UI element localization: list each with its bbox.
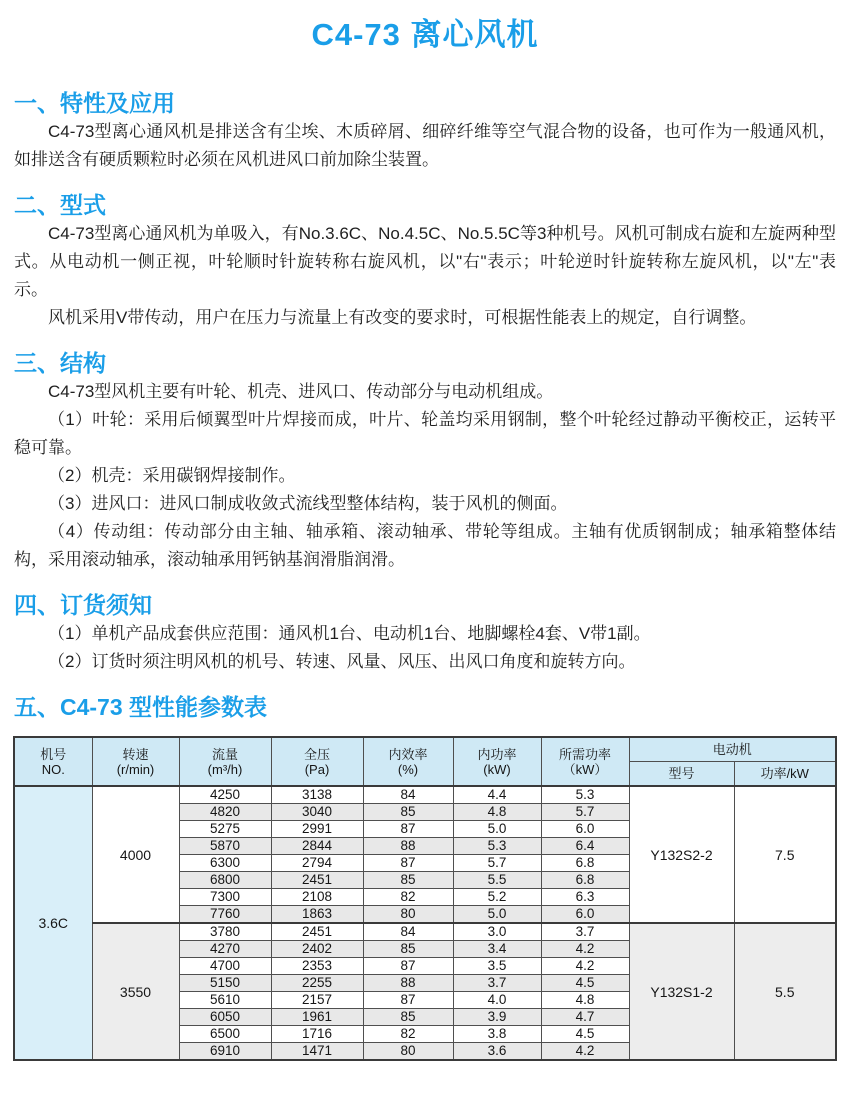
header-label: 内效率: [388, 746, 428, 762]
document-page: [0, 14, 850, 1097]
paragraph-ordering-2: （2）订货时须注明风机的机号、转速、风量、风压、出风口角度和旋转方向。: [48, 652, 636, 671]
table-cell: 3.9: [453, 1009, 541, 1026]
col-header-motor-model: 型号: [629, 762, 734, 787]
table-cell: 3040: [271, 804, 363, 821]
table-cell: 85: [363, 1009, 453, 1026]
table-cell: 3.5: [453, 958, 541, 975]
table-cell: 4.8: [541, 992, 629, 1009]
section-heading-ordering: 四、订货须知: [14, 592, 152, 618]
table-cell: 6300: [179, 855, 271, 872]
paragraph-structure-impeller: （1）叶轮：采用后倾翼型叶片焊接而成，叶片、轮盖均采用钢制，整个叶轮经过静动平衡校正，运转平稳可靠。: [14, 410, 836, 457]
section-heading-features: 一、特性及应用: [14, 90, 175, 116]
table-cell: 4700: [179, 958, 271, 975]
header-label: 内功率: [477, 746, 517, 762]
table-cell: 7300: [179, 889, 271, 906]
table-cell: 4.5: [541, 1026, 629, 1043]
table-cell: 2844: [271, 838, 363, 855]
table-cell: 3.6: [453, 1043, 541, 1061]
table-cell: 5.0: [453, 821, 541, 838]
table-cell: 4.2: [541, 1043, 629, 1061]
table-cell: 6800: [179, 872, 271, 889]
table-cell: 6500: [179, 1026, 271, 1043]
table-cell: 80: [363, 906, 453, 924]
table-cell: 5870: [179, 838, 271, 855]
table-cell: 5.3: [541, 786, 629, 804]
performance-table: [13, 736, 837, 1061]
header-label: 所需功率: [558, 746, 611, 762]
table-cell: 6050: [179, 1009, 271, 1026]
header-unit: (r/min): [116, 761, 155, 777]
table-cell: 3.4: [453, 941, 541, 958]
table-cell: 5.3: [453, 838, 541, 855]
motor-model-cell: Y132S2-2: [629, 786, 734, 923]
table-cell: 88: [363, 838, 453, 855]
paragraph-structure-intro: C4-73型风机主要有叶轮、机壳、进风口、传动部分与电动机组成。: [48, 382, 554, 401]
paragraph-structure-inlet: （3）进风口：进风口制成收敛式流线型整体结构，装于风机的侧面。: [48, 494, 568, 513]
table-cell: 5.7: [541, 804, 629, 821]
table-cell: 5.0: [453, 906, 541, 924]
table-cell: 7760: [179, 906, 271, 924]
table-cell: 84: [363, 923, 453, 941]
table-cell: 87: [363, 958, 453, 975]
table-cell: 5275: [179, 821, 271, 838]
table-cell: 2794: [271, 855, 363, 872]
header-unit: (kW): [483, 761, 511, 777]
header-label: 转速: [122, 746, 149, 762]
section-heading-performance-table: 五、C4-73 型性能参数表: [14, 694, 268, 720]
speed-cell: 4000: [92, 786, 179, 923]
table-cell: 4.7: [541, 1009, 629, 1026]
table-cell: 5610: [179, 992, 271, 1009]
table-cell: 5.5: [453, 872, 541, 889]
motor-power-cell: 5.5: [734, 923, 836, 1060]
table-cell: 85: [363, 804, 453, 821]
col-header-motor-group: 电动机: [629, 737, 836, 762]
table-cell: 3.7: [541, 923, 629, 941]
table-cell: 3.8: [453, 1026, 541, 1043]
motor-model-cell: Y132S1-2: [629, 923, 734, 1060]
model-no-cell: 3.6C: [14, 786, 92, 1060]
table-cell: 4.2: [541, 941, 629, 958]
table-cell: 87: [363, 855, 453, 872]
col-header-flow: [179, 737, 271, 786]
paragraph-ordering-1: （1）单机产品成套供应范围：通风机1台、电动机1台、地脚螺栓4套、V带1副。: [48, 624, 651, 643]
table-cell: 1716: [271, 1026, 363, 1043]
table-cell: 4.2: [541, 958, 629, 975]
paragraph-structure-casing: （2）机壳：采用碳钢焊接制作。: [48, 466, 296, 485]
header-unit: (Pa): [304, 761, 330, 777]
table-cell: 2451: [271, 872, 363, 889]
paragraph-type-1: C4-73型离心通风机为单吸入，有No.3.6C、No.4.5C、No.5.5C等3种机号。风机可制成右旋和左旋两种型式。从电动机一侧正视，叶轮顺时针旋转称右旋风机，以"右"表示；叶轮逆时针旋转称左旋风机，以"左"表示。: [14, 224, 836, 299]
table-cell: 2157: [271, 992, 363, 1009]
table-cell: 5150: [179, 975, 271, 992]
header-unit: （kW）: [562, 761, 608, 777]
table-cell: 4.4: [453, 786, 541, 804]
table-cell: 2108: [271, 889, 363, 906]
table-cell: 3.7: [453, 975, 541, 992]
section-heading-structure: 三、结构: [14, 350, 106, 376]
table-cell: 4270: [179, 941, 271, 958]
col-header-speed: [92, 737, 179, 786]
table-cell: 2451: [271, 923, 363, 941]
table-cell: 6.0: [541, 906, 629, 924]
paragraph-features: C4-73型离心通风机是排送含有尘埃、木质碎屑、细碎纤维等空气混合物的设备，也可作为一般通风机，如排送含有硬质颗粒时必须在风机进风口前加除尘装置。: [14, 122, 836, 169]
header-label: 机号: [40, 746, 67, 762]
page-title: C4-73 离心风机: [311, 17, 539, 52]
table-cell: 1863: [271, 906, 363, 924]
table-cell: 2353: [271, 958, 363, 975]
table-cell: 3138: [271, 786, 363, 804]
col-header-efficiency: [363, 737, 453, 786]
table-cell: 84: [363, 786, 453, 804]
table-cell: 2255: [271, 975, 363, 992]
table-cell: 4250: [179, 786, 271, 804]
col-header-pressure: [271, 737, 363, 786]
table-cell: 82: [363, 889, 453, 906]
table-cell: 1471: [271, 1043, 363, 1061]
header-unit: NO.: [41, 761, 65, 777]
table-cell: 6.0: [541, 821, 629, 838]
table-cell: 2991: [271, 821, 363, 838]
table-cell: 4820: [179, 804, 271, 821]
col-header-required-power: [541, 737, 629, 786]
header-unit: (%): [397, 761, 419, 777]
table-cell: 87: [363, 821, 453, 838]
table-cell: 6.4: [541, 838, 629, 855]
col-header-model-no: [14, 737, 92, 786]
table-cell: 2402: [271, 941, 363, 958]
table-cell: 4.0: [453, 992, 541, 1009]
table-cell: 6.3: [541, 889, 629, 906]
table-cell: 82: [363, 1026, 453, 1043]
table-cell: 3.0: [453, 923, 541, 941]
table-cell: 4.5: [541, 975, 629, 992]
table-cell: 5.2: [453, 889, 541, 906]
col-header-motor-power: 功率/kW: [734, 762, 836, 787]
paragraph-structure-drive: （4）传动组：传动部分由主轴、轴承箱、滚动轴承、带轮等组成。主轴有优质钢制成；轴承箱整体结构，采用滚动轴承，滚动轴承用钙钠基润滑脂润滑。: [14, 522, 836, 569]
table-cell: 85: [363, 941, 453, 958]
table-cell: 1961: [271, 1009, 363, 1026]
table-cell: 4.8: [453, 804, 541, 821]
paragraph-type-2: 风机采用V带传动，用户在压力与流量上有改变的要求时，可根据性能表上的规定，自行调整。: [48, 308, 757, 327]
table-cell: 6910: [179, 1043, 271, 1061]
table-cell: 88: [363, 975, 453, 992]
col-header-internal-power: [453, 737, 541, 786]
table-cell: 5.7: [453, 855, 541, 872]
table-cell: 80: [363, 1043, 453, 1061]
header-label: 全压: [303, 746, 330, 762]
table-cell: 85: [363, 872, 453, 889]
table-cell: 3780: [179, 923, 271, 941]
speed-cell: 3550: [92, 923, 179, 1060]
table-cell: 87: [363, 992, 453, 1009]
motor-power-cell: 7.5: [734, 786, 836, 923]
section-heading-type: 二、型式: [14, 192, 106, 218]
table-cell: 6.8: [541, 872, 629, 889]
header-label: 流量: [211, 746, 238, 762]
table-cell: 6.8: [541, 855, 629, 872]
header-unit: (m³/h): [207, 761, 243, 777]
